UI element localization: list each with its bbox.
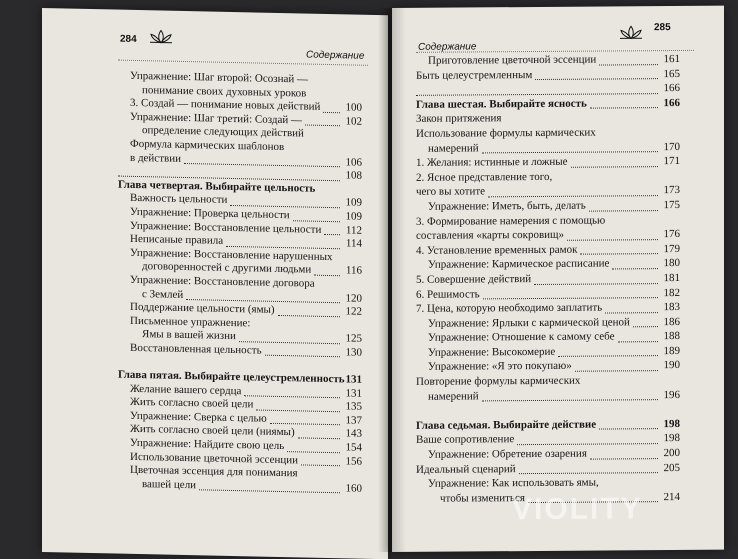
toc-entry-title: 1. Желания: истинные и ложные (416, 155, 568, 171)
dot-leader (599, 64, 658, 65)
toc-entry-page: 100 (336, 101, 362, 115)
toc-entry-title: 3. Создай — понимание новых действий (130, 97, 320, 115)
dot-leader (589, 210, 658, 211)
toc-entry-page: 173 (654, 183, 680, 198)
toc-entry-page: 135 (336, 400, 362, 414)
toc-entry-page: 156 (336, 455, 362, 469)
toc-entry-title: Письменное упражнение: (130, 315, 250, 331)
watermark: VIOLITY (512, 492, 643, 527)
toc-entry-title: Упражнение: Отношение к самому себе (428, 330, 615, 346)
toc-entry-title: Упражнение: Высокомерие (428, 345, 555, 360)
toc-entry-title: понимание своих духовных уроков (142, 84, 306, 101)
dot-leader (482, 399, 658, 401)
dot-leader (605, 312, 658, 313)
toc-entry-title: Цветочная эссенция для понимания (130, 464, 298, 481)
toc-entry-title: Жить согласно своей цели (ниямы) (130, 423, 295, 440)
dot-leader (301, 465, 340, 467)
dot-leader (590, 108, 658, 109)
toc-entry-page: 161 (654, 52, 680, 67)
toc-entry-page (336, 319, 362, 320)
toc-entry-title: намерений (428, 389, 479, 404)
toc-entry-page: 165 (654, 67, 680, 82)
toc-entry-page: 171 (654, 154, 680, 169)
toc-entry-page: 109 (336, 197, 362, 211)
dot-leader (580, 253, 658, 255)
toc-entry-page: 143 (336, 428, 362, 442)
toc-entry-title: Закон притяжения (416, 112, 501, 127)
toc-entry-title: Быть целеустремленным (416, 68, 532, 83)
dot-leader (535, 78, 658, 80)
toc-list (392, 52, 724, 507)
toc-entry-page: 130 (336, 346, 362, 360)
toc-entry-title: Упражнение: Шаг второй: Осознай — (130, 70, 308, 87)
toc-entry-title: Глава седьмая. Выбирайте действие (416, 417, 596, 433)
toc-entry-page: 154 (336, 441, 362, 455)
left-page-header (42, 14, 388, 61)
toc-entry-title: Ямы в вашей жизни (142, 328, 236, 344)
toc-entry-page: 109 (336, 210, 362, 224)
toc-list (42, 68, 388, 497)
dot-leader (575, 370, 658, 372)
toc-entry-title: с Землей (142, 288, 183, 302)
dot-leader (633, 326, 658, 327)
toc-entry-page: 125 (336, 332, 362, 346)
toc-entry-page: 196 (654, 388, 680, 403)
toc-entry-page (336, 129, 362, 130)
toc-entry-title: 2. Ясное представление того, (416, 170, 552, 186)
dot-leader (590, 458, 658, 459)
dot-leader (270, 423, 340, 425)
toc-entry-title: вашей цели (142, 478, 196, 493)
toc-entry-page: 166 (654, 96, 680, 111)
toc-entry-page: 175 (654, 198, 680, 213)
running-head: Содержание (306, 50, 364, 62)
dot-leader (287, 451, 340, 453)
toc-entry-title: Упражнение: Сверка с целью (130, 410, 267, 426)
dot-leader (298, 437, 340, 439)
toc-entry-title: Упражнение: Восстановление договора (130, 274, 315, 291)
toc-entry-title: Желание вашего сердца (130, 382, 241, 398)
toc-entry-page: 179 (654, 242, 680, 257)
toc-entry-title: Упражнение: «Я это покупаю» (428, 359, 572, 375)
toc-entry-page: 200 (654, 446, 680, 461)
dot-leader (265, 355, 340, 358)
toc-entry-page: 170 (654, 140, 680, 155)
toc-entry-title: составления «карты сокровищ» (416, 228, 564, 244)
toc-entry-title: Формула кармических шаблонов (130, 138, 284, 155)
dot-leader (278, 315, 340, 317)
toc-entry-title: 6. Решимость (416, 287, 480, 302)
toc-entry-title: Поддержание цельности (ямы) (130, 301, 275, 318)
running-head: Содержание (418, 41, 476, 52)
toc-entry-page: 176 (654, 227, 680, 242)
toc-entry-title: Упражнение: Шаг третий: Создай — (130, 111, 302, 128)
dot-leader (599, 429, 658, 430)
toc-entry-title: Упражнение: Ярлыки с кармической ценой (428, 315, 630, 331)
page-number: 284 (120, 34, 137, 45)
right-page (392, 6, 724, 552)
toc-entry-title: Жить согласно своей цели (130, 396, 253, 412)
toc-entry-page: 102 (336, 115, 362, 129)
toc-entry-title: Упражнение: Восстановление нарушенных (130, 247, 332, 265)
lotus-icon (618, 24, 644, 40)
toc-entry-title: Упражнение: Иметь, быть, делать (428, 199, 586, 215)
dot-leader (517, 443, 658, 445)
dot-leader (324, 234, 340, 235)
toc-entry-title: Использование формулы кармических (416, 126, 596, 142)
toc-entry-title: Важность цельности (130, 192, 227, 208)
dot-leader (618, 341, 658, 342)
toc-entry-title: Ваше сопротивление (416, 433, 514, 448)
dot-leader (305, 125, 340, 127)
toc-entry-page: 189 (654, 344, 680, 359)
toc-entry-page (336, 142, 362, 143)
dot-leader (571, 166, 658, 168)
toc-entry-page: 198 (654, 431, 680, 446)
toc-entry-page: 188 (654, 329, 680, 344)
dot-leader (567, 239, 658, 241)
toc-entry-title: Использование цветочной эссенции (130, 450, 298, 467)
toc-entry-title: 5. Совершение действий (416, 272, 531, 287)
toc-entry-page: 181 (654, 271, 680, 286)
lotus-icon (148, 28, 174, 45)
toc-entry-page: 160 (336, 482, 362, 496)
dot-leader (519, 472, 658, 474)
toc-entry-page (336, 88, 362, 89)
dot-leader (488, 195, 658, 197)
toc-entry-title: Упражнение: Проверка цельности (130, 206, 290, 223)
toc-entry-page: 131 (336, 373, 362, 387)
toc-entry-page (336, 74, 362, 75)
toc-entry-title: Восстановленная цельность (130, 342, 262, 358)
toc-entry-page: 137 (336, 414, 362, 428)
toc-entry-page: 122 (336, 305, 362, 319)
toc-entry-title: намерений (428, 141, 479, 156)
toc-entry-title: Идеальный сценарий (416, 462, 516, 477)
dot-leader (323, 112, 340, 113)
toc-entry-title: Упражнение: Восстановление цельности (130, 219, 321, 237)
toc-entry-page: 190 (654, 358, 680, 373)
page-number: 285 (654, 22, 671, 33)
right-page-header (392, 12, 724, 54)
dot-leader (534, 283, 658, 285)
toc-entry-page: 214 (654, 490, 680, 505)
toc-entry-page (336, 251, 362, 252)
toc-entry-page (336, 360, 362, 361)
dot-leader (314, 275, 340, 277)
toc-entry-page: 108 (336, 169, 362, 183)
toc-entry-page (336, 278, 362, 279)
toc-entry-title: чтобы измениться (440, 491, 525, 506)
toc-entry-title: Повторение формулы кармических (416, 374, 580, 390)
toc-entry-page: 166 (654, 81, 680, 96)
dot-leader (483, 297, 658, 299)
toc-entry-title: 4. Установление временных рамок (416, 242, 577, 258)
dot-leader (482, 151, 658, 153)
toc-entry-title: 3. Формирование намерения с помощью (416, 213, 605, 229)
dot-leader (612, 268, 658, 269)
toc-entry-title: в действии (130, 151, 181, 166)
dot-leader (558, 356, 658, 358)
toc-entry-page: 180 (654, 256, 680, 271)
dot-leader (293, 220, 340, 222)
toc-entry-title: определение следующих действий (142, 124, 304, 141)
toc-entry-title: 7. Цена, которую необходимо заплатить (416, 301, 602, 317)
toc-entry-page (336, 468, 362, 469)
toc-entry-page: 205 (654, 461, 680, 476)
toc-entry-title: Упражнение: Найдите свою цель (130, 437, 284, 454)
toc-entry-title: Упражнение: Кармическое расписание (428, 257, 609, 273)
toc-entry-title: Глава шестая. Выбирайте ясность (416, 96, 587, 112)
toc-entry-title: Глава четвертая. Выбирайте цельность (118, 178, 315, 196)
toc-entry-page: 116 (336, 264, 362, 278)
toc-entry-title: Упражнение: Обретение озарения (428, 447, 587, 463)
toc-entry-title: Приготовление цветочной эссенции (428, 53, 596, 69)
toc-entry-page: 131 (336, 387, 362, 401)
toc-entry-page: 112 (336, 224, 362, 238)
toc-entry-title: Неписаные правила (130, 233, 223, 249)
toc-entry-page: 120 (336, 292, 362, 306)
toc-entry-page (336, 183, 362, 184)
toc-entry-title: Упражнение: Как использовать ямы, (428, 476, 599, 492)
toc-entry-title: чего вы хотите (416, 185, 485, 200)
left-page (42, 8, 388, 559)
dot-leader (199, 490, 340, 494)
toc-entry-page: 183 (654, 300, 680, 315)
toc-entry-page: 182 (654, 285, 680, 300)
toc-entry-page: 198 (654, 417, 680, 432)
toc-entry-title: Глава пятая. Выбирайте целеустремленность (118, 369, 345, 387)
toc-entry-title: договоренностей с другими людьми (142, 260, 311, 277)
toc-entry-page: 186 (654, 315, 680, 330)
toc-entry-page: 114 (336, 237, 362, 251)
toc-entry-page: 106 (336, 156, 362, 170)
